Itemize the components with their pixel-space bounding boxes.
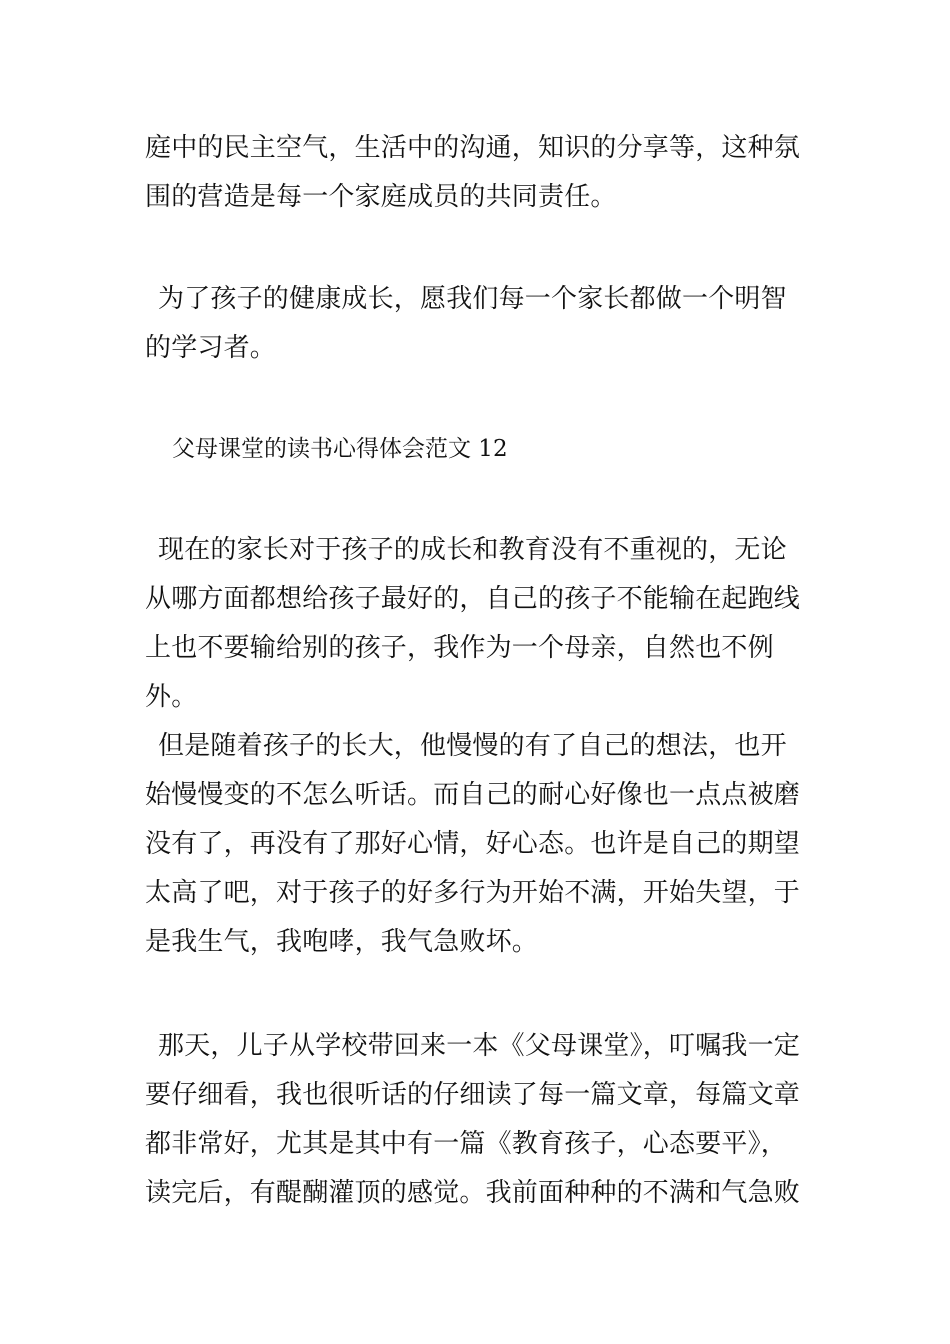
paragraph-1: 庭中的民主空气，生活中的沟通，知识的分享等，这种氛围的营造是每一个家庭成员的共同责任。 bbox=[145, 133, 801, 212]
paragraph-3: 现在的家长对于孩子的成长和教育没有不重视的，无论从哪方面都想给孩子最好的，自己的孩子不能输在起跑线上也不要输给别的孩子，我作为一个母亲，自然也不例外。 bbox=[145, 535, 801, 712]
paragraph-4: 但是随着孩子的长大，他慢慢的有了自己的想法，也开始慢慢变的不怎么听话。而自己的耐心好像也一点点被磨没有了，再没有了那好心情，好心态。也许是自己的期望太高了吧，对于孩子的好多行为开始不满，开始失望，于是我生气，我咆哮，我气急败坏。 bbox=[145, 731, 801, 957]
paragraph-2: 为了孩子的健康成长，愿我们每一个家长都做一个明智的学习者。 bbox=[145, 284, 787, 363]
paragraph-5: 那天，儿子从学校带回来一本《父母课堂》，叮嘱我一定要仔细看，我也很听话的仔细读了每一篇文章，每篇文章都非常好，尤其是其中有一篇《教育孩子，心态要平》，读完后，有醍醐灌顶的感觉。我前面种种的不满和气急败 bbox=[145, 1031, 801, 1208]
section-heading: 父母课堂的读书心得体会范文 12 bbox=[172, 436, 508, 462]
